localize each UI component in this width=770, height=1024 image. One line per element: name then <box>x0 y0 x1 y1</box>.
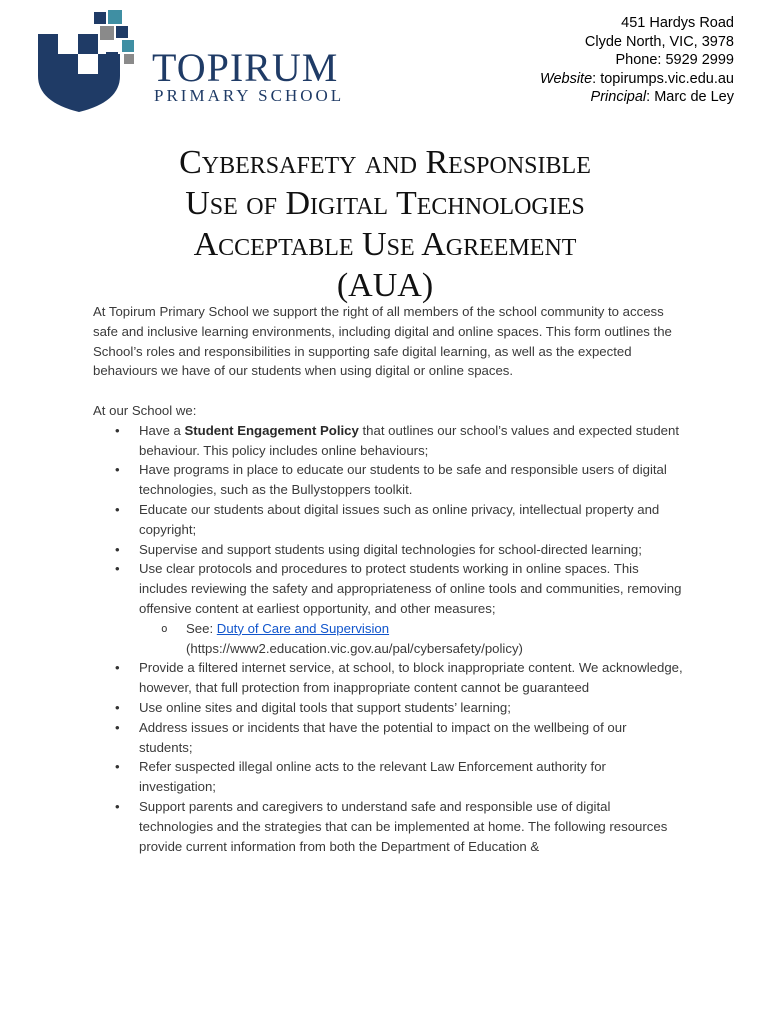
school-logo <box>36 10 366 115</box>
school-name: TOPIRUM <box>152 45 339 90</box>
school-subtitle: PRIMARY SCHOOL <box>154 86 345 105</box>
intro-paragraph: At Topirum Primary School we support the right of all members of the school community to access safe and inclusive learning environments, including digital and online spaces. This form outlines the School’s roles and responsibilities in supporting safe digital learning, as well as the expected behaviours we have of our students when using digital or online spaces. <box>93 304 672 379</box>
website-value: : topirumps.vic.edu.au <box>592 70 734 87</box>
title-line-2: Use of Digital Technologies <box>185 185 585 222</box>
sub-list <box>139 619 683 659</box>
principal-value: : Marc de Ley <box>646 89 734 105</box>
item-text: Use clear protocols and procedures to protect students working in online spaces. This includes reviewing the safety and appropriateness of online tools and communities, removing offensive content at earliest opportunity, and other measures; <box>139 561 682 616</box>
item-text: that outlines our school’s values and expected student behaviour. This policy includes online behaviours; <box>139 422 679 458</box>
list-item <box>93 421 683 461</box>
policy-name: Student Engagement Policy <box>184 422 359 438</box>
list-intro: At our School we: <box>93 402 197 418</box>
sub-bullet: o <box>161 621 168 635</box>
address-line-1: 451 Hardys Road <box>621 15 734 31</box>
list-item: • Have programs in place to educate our students to be safe and responsible users of digital technologies, such as the Bullystoppers toolkit. <box>93 460 683 500</box>
responsibilities-list <box>93 421 683 857</box>
address-line-2: Clyde North, VIC, 3978 <box>584 33 734 50</box>
document-body <box>93 302 683 856</box>
list-item: • Provide a filtered internet service, at school, to block inappropriate content. We acknowledge, however, that full protection from inappropriate content cannot be guaranteed <box>93 658 683 698</box>
phone-line: Phone: 5929 2999 <box>615 52 734 68</box>
policy-url: (https://www2.education.vic.gov.au/pal/cybersafety/policy) <box>186 640 523 656</box>
sub-list-item <box>139 619 683 659</box>
list-item: • Support parents and caregivers to understand safe and responsible use of digital technologies and the strategies that can be implemented at home. The following resources provide current information from both the Department of Education & <box>93 797 683 856</box>
list-item: • Supervise and support students using digital technologies for school-directed learning; <box>93 540 683 560</box>
list-item: • Address issues or incidents that have the potential to impact on the wellbeing of our students; <box>93 718 683 758</box>
list-item: • Educate our students about digital issues such as online privacy, intellectual property and copyright; <box>93 500 683 540</box>
item-text: Have a <box>139 422 185 438</box>
list-item: • Use online sites and digital tools that support students’ learning; <box>93 698 683 718</box>
website-label: Website <box>540 70 593 87</box>
document-title <box>60 142 710 306</box>
website-line <box>540 70 734 89</box>
principal-line <box>540 88 734 107</box>
see-label: See: <box>186 620 217 636</box>
list-item <box>93 559 683 658</box>
title-line-4: (AUA) <box>336 267 434 304</box>
title-line-3: Acceptable Use Agreement <box>193 226 577 263</box>
principal-label: Principal <box>590 89 647 105</box>
duty-of-care-link[interactable]: Duty of Care and Supervision <box>216 620 390 636</box>
list-item: • Refer suspected illegal online acts to the relevant Law Enforcement authority for investigation; <box>93 757 683 797</box>
school-contact-block <box>540 14 734 107</box>
title-line-1: Cybersafety and Responsible <box>179 144 591 181</box>
school-crest-icon <box>36 10 151 115</box>
